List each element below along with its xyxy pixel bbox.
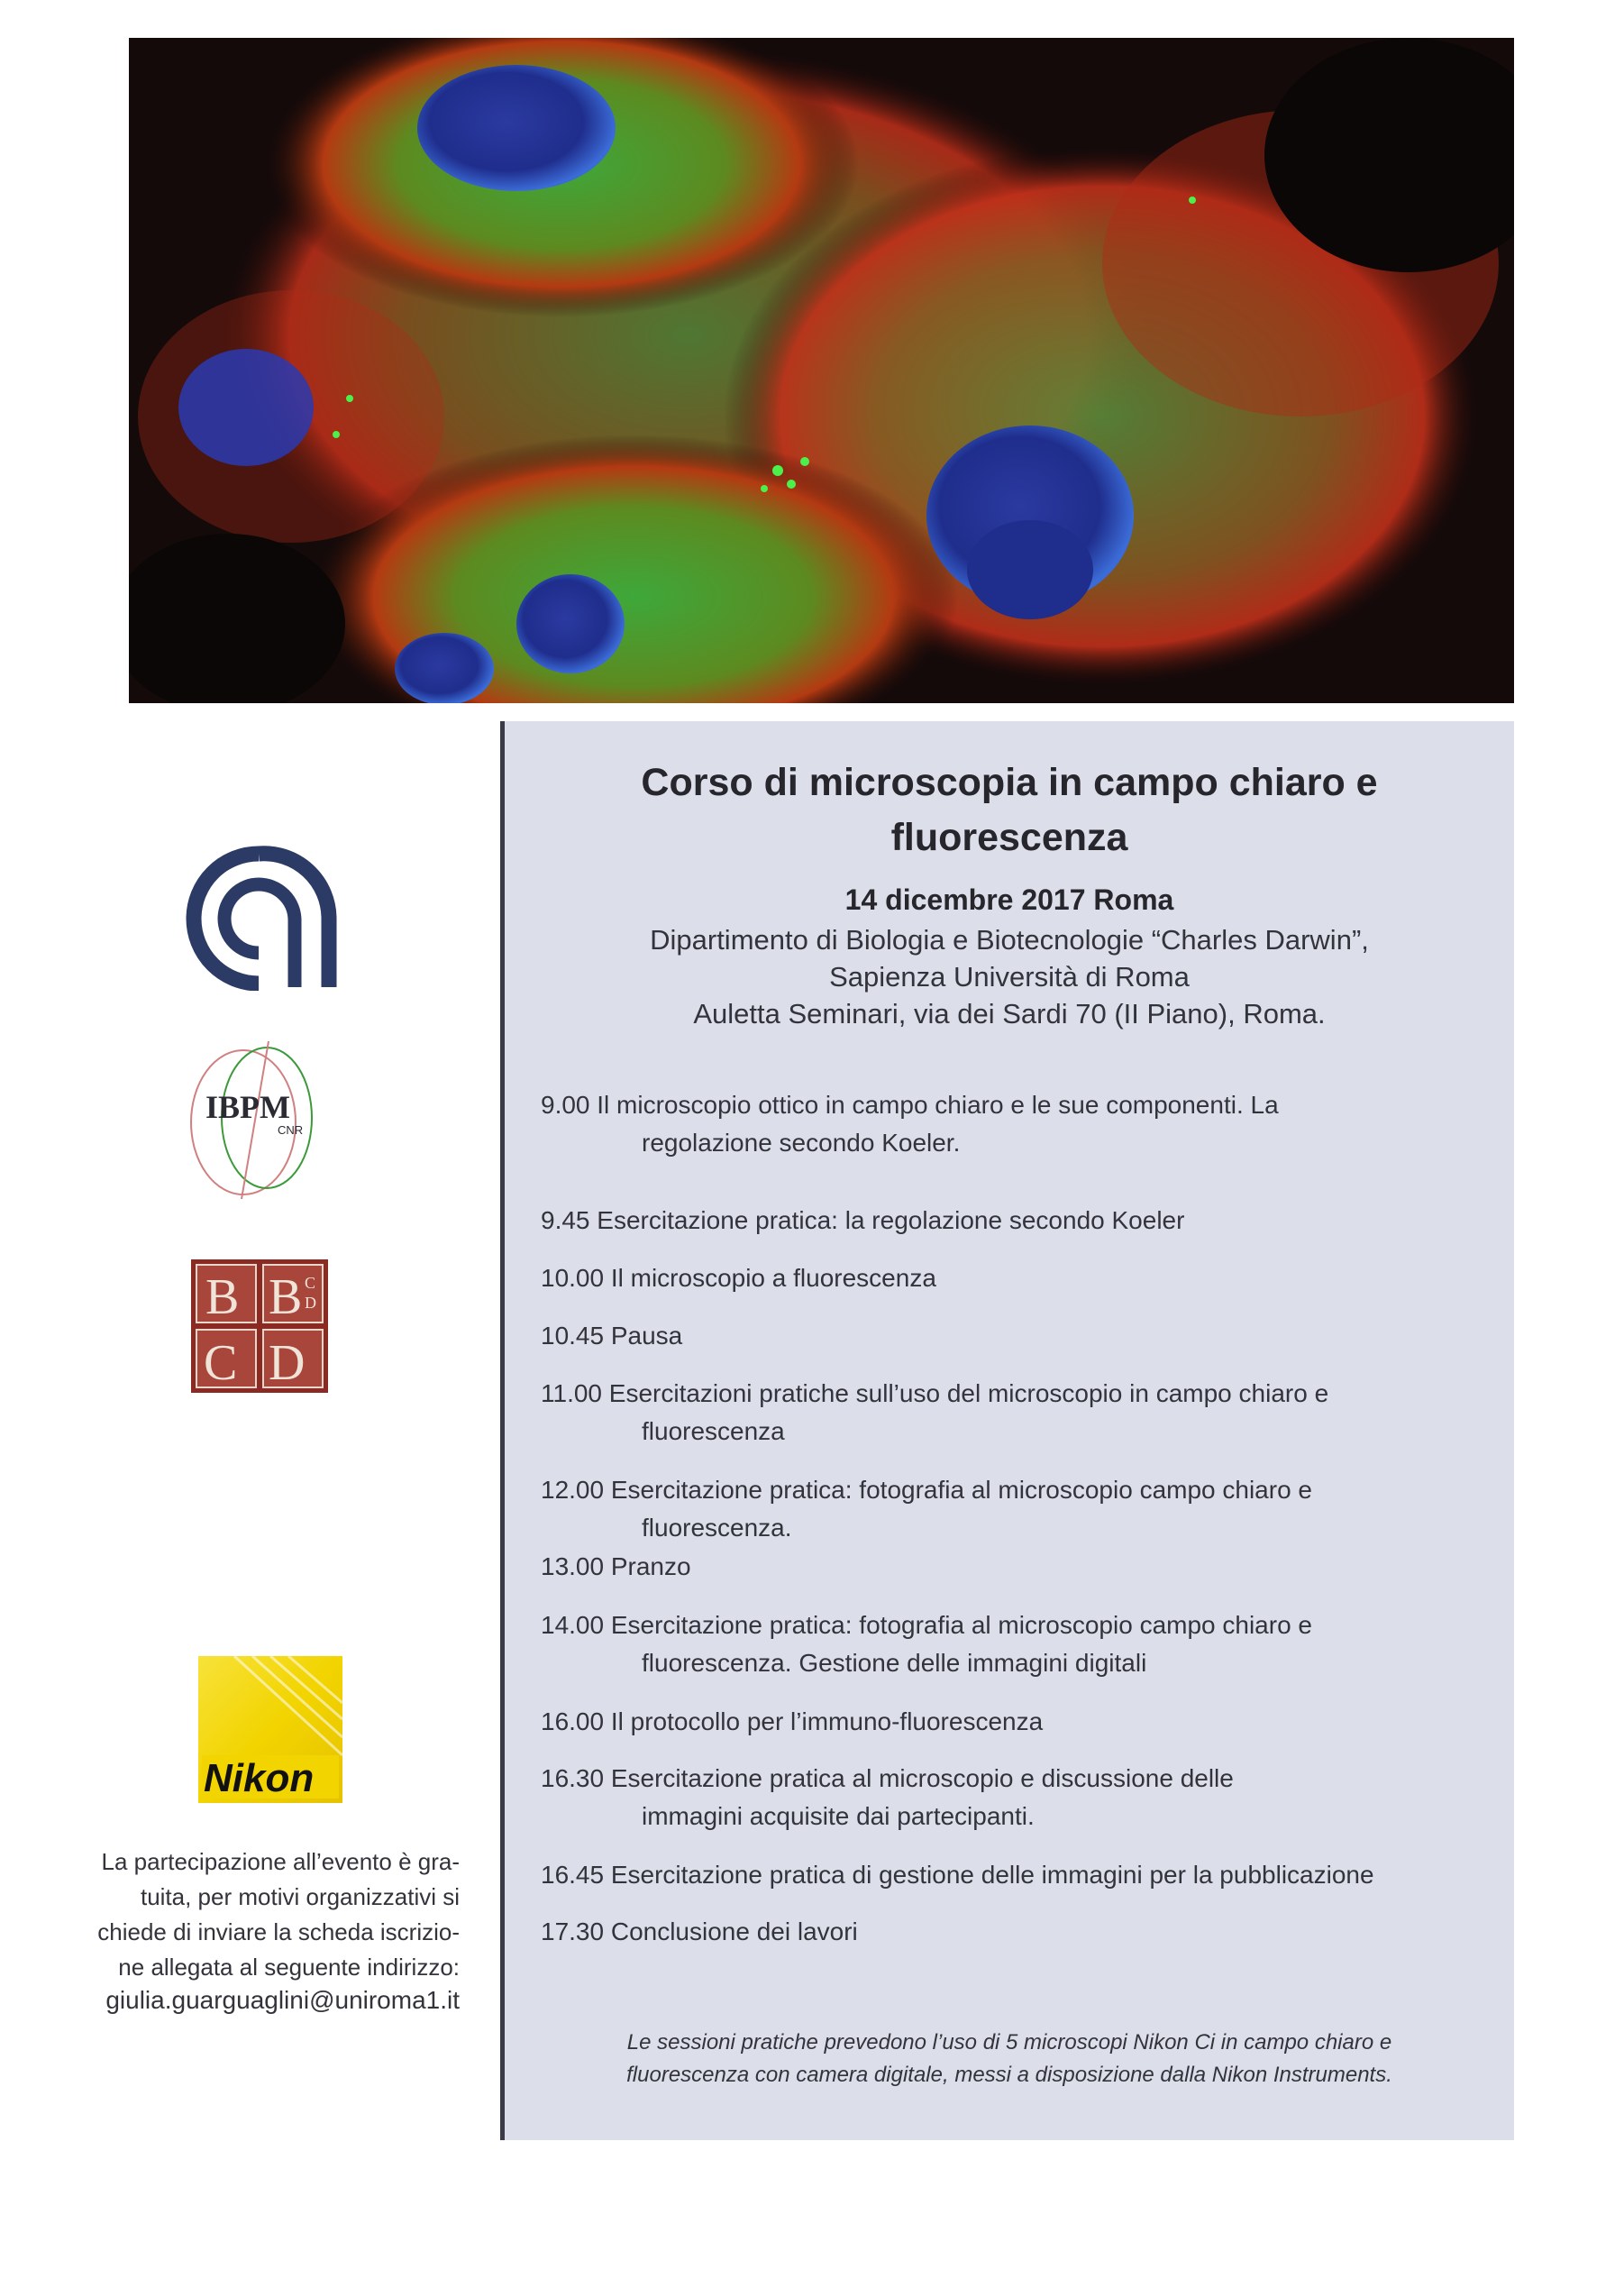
ibpm-sub: CNR [278, 1123, 304, 1137]
program-item: 16.00 Il protocollo per l’immuno-fluorescenza [541, 1707, 1044, 1735]
microscope-note [505, 2027, 1514, 2091]
bbcd-letter-2: B [269, 1269, 303, 1325]
program-item: 17.30 Conclusione dei lavori [541, 1917, 858, 1945]
title-line-1: Corso di microscopia in campo chiaro e [641, 761, 1378, 804]
event-date: 14 dicembre 2017 Roma [844, 883, 1174, 916]
nikon-wordmark: Nikon [204, 1756, 315, 1800]
bbcd-letter-3: C [204, 1335, 238, 1391]
event-title [505, 755, 1514, 865]
info-line: chiede di inviare la scheda iscrizio- [97, 1918, 460, 1945]
program-item: 9.45 Esercitazione pratica: la regolazione secondo Koeler [541, 1206, 1185, 1234]
note-line-1: Le sessioni pratiche prevedono l’uso di 5 microscopi Nikon Ci in campo chiaro e [626, 2030, 1392, 2055]
info-line: ne allegata al seguente indirizzo: [118, 1954, 460, 1981]
bbcd-small-2: D [305, 1294, 316, 1312]
nikon-logo [198, 1656, 342, 1803]
note-line-2: fluorescenza con camera digitale, messi a disposizione dalla Nikon Instruments. [626, 2063, 1392, 2087]
program-item: 10.45 Pausa [541, 1322, 683, 1350]
event-panel [500, 721, 1514, 2140]
bbcd-logo [189, 1258, 330, 1395]
registration-info [45, 1844, 460, 1985]
program-item: 16.45 Esercitazione pratica di gestione delle immagini per la pubblicazione [541, 1861, 1374, 1889]
info-line: tuita, per motivi organizzativi si [140, 1883, 460, 1910]
hero-microscopy-image [129, 38, 1514, 703]
program-item: 16.30 Esercitazione pratica al microscopio e discussione delle immagini acquisite dai partecipanti. [541, 1764, 1234, 1830]
event-venue [505, 921, 1514, 1032]
program-item: 11.00 Esercitazioni pratiche sull’uso del microscopio in campo chiaro e fluorescenza [541, 1379, 1329, 1445]
program-item: 12.00 Esercitazione pratica: fotografia al microscopio campo chiaro e fluorescenza. [541, 1476, 1312, 1542]
program-item: 14.00 Esercitazione pratica: fotografia al microscopio campo chiaro e fluorescenza. Gestione delle immagini digitali [541, 1611, 1312, 1677]
venue-line-1: Dipartimento di Biologia e Biotecnologie “Charles Darwin”, [650, 924, 1369, 956]
program-item: 9.00 Il microscopio ottico in campo chiaro e le sue componenti. La regolazione secondo Koeler. [541, 1091, 1279, 1157]
venue-line-2: Sapienza Università di Roma [829, 961, 1190, 993]
contact-email[interactable]: giulia.guarguaglini@uniroma1.it [105, 1986, 460, 2014]
venue-line-3: Auletta Seminari, via dei Sardi 70 (II Piano), Roma. [693, 998, 1326, 1030]
info-line: La partecipazione all’evento è gra- [101, 1848, 460, 1875]
bbcd-small-1: C [305, 1274, 316, 1292]
ibpm-text: IBPM [205, 1089, 290, 1125]
title-line-2: fluorescenza [890, 816, 1128, 859]
cnr-logo [185, 843, 343, 991]
fluorescence-cells-illustration [129, 38, 1514, 703]
ibpm-cnr-logo [187, 1037, 318, 1203]
bbcd-letter-1: B [205, 1269, 240, 1325]
program-item: 10.00 Il microscopio a fluorescenza [541, 1264, 936, 1292]
program-item: 13.00 Pranzo [541, 1552, 691, 1580]
bbcd-letter-4: D [269, 1335, 306, 1391]
